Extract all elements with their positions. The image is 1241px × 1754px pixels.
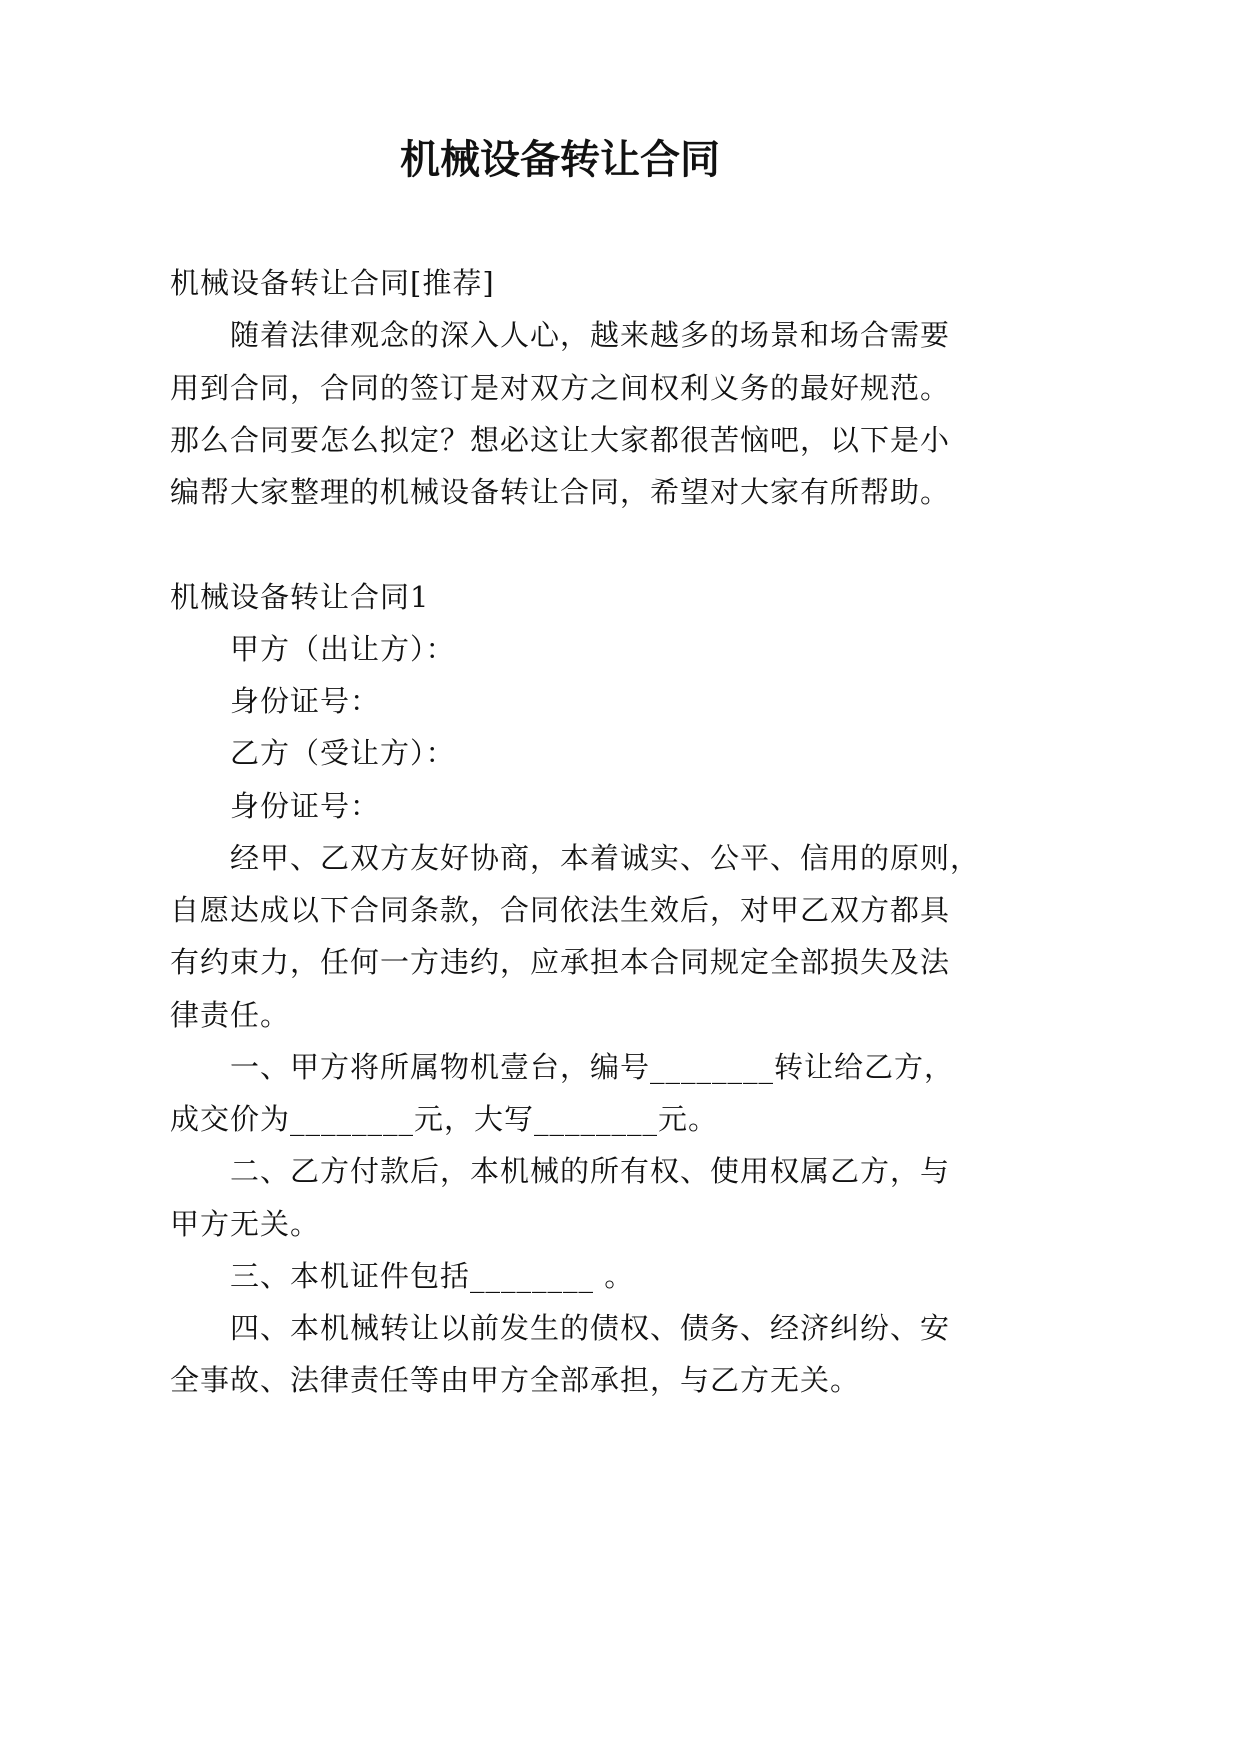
clause-3 bbox=[170, 1250, 990, 1302]
preamble-paragraph bbox=[170, 832, 990, 1041]
party-b-id-line: 身份证号： bbox=[230, 788, 381, 823]
paragraph-line: 成交价为________元，大写________元。 bbox=[170, 1102, 719, 1136]
clause-2 bbox=[170, 1145, 990, 1250]
paragraph-line: 四、本机械转让以前发生的债权、债务、经济纠纷、安 bbox=[230, 1311, 951, 1345]
contract-heading: 机械设备转让合同1 bbox=[170, 579, 430, 614]
clause-1 bbox=[170, 1041, 990, 1146]
paragraph-line: 经甲、乙双方友好协商，本着诚实、公平、信用的原则， bbox=[230, 840, 981, 875]
paragraph-line: 甲方无关。 bbox=[170, 1206, 321, 1241]
party-a-id-line: 身份证号： bbox=[230, 684, 381, 718]
document-heading: 机械设备转让合同[推荐] bbox=[170, 266, 495, 300]
party-b-line: 乙方（受让方）： bbox=[230, 736, 456, 771]
intro-paragraph bbox=[170, 309, 990, 518]
paragraph-line: 编帮大家整理的机械设备转让合同，希望对大家有所帮助。 bbox=[170, 475, 951, 509]
paragraph-line: 一、甲方将所属物机壹台，编号________转让给乙方， bbox=[230, 1049, 955, 1084]
paragraph-line: 那么合同要怎么拟定？想必这让大家都很苦恼吧，以下是小 bbox=[170, 422, 951, 457]
party-a-line: 甲方（出让方）： bbox=[230, 631, 456, 666]
document-title: 机械设备转让合同 bbox=[400, 136, 720, 183]
blank-line bbox=[170, 518, 990, 570]
paragraph-line: 三、本机证件包括________ 。 bbox=[230, 1258, 635, 1293]
paragraph-line: 随着法律观念的深入人心，越来越多的场景和场合需要 bbox=[230, 318, 951, 353]
paragraph-line: 用到合同，合同的签订是对双方之间权利义务的最好规范。 bbox=[170, 370, 951, 405]
paragraph-line: 二、乙方付款后，本机械的所有权、使用权属乙方，与 bbox=[230, 1154, 951, 1189]
paragraph-line: 全事故、法律责任等由甲方全部承担，与乙方无关。 bbox=[170, 1363, 861, 1398]
document-body bbox=[170, 257, 990, 1407]
clause-4 bbox=[170, 1302, 990, 1407]
paragraph-line: 自愿达成以下合同条款，合同依法生效后，对甲乙双方都具 bbox=[170, 893, 951, 927]
paragraph-line: 有约束力，任何一方违约，应承担本合同规定全部损失及法 bbox=[170, 945, 951, 980]
paragraph-line: 律责任。 bbox=[170, 997, 291, 1032]
